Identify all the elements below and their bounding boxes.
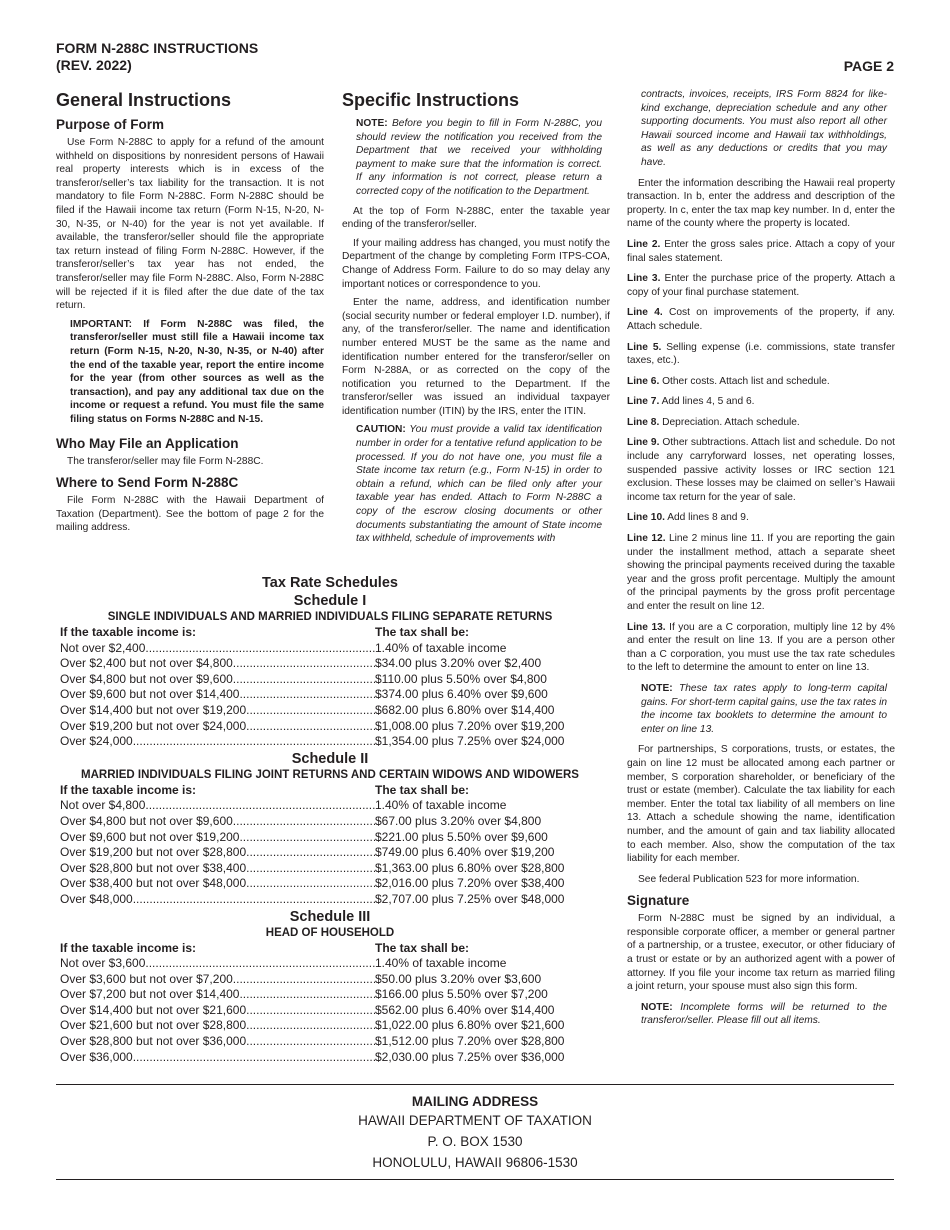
leader-dots [246,703,375,719]
line-label: Line 5. [627,341,662,353]
leader-dots [145,956,375,972]
schedule-row [56,734,604,750]
income-bracket: Over $48,000 [60,891,133,906]
line-instruction [627,511,895,525]
property-info-text: Enter the information describing the Hawaii real property transaction. In b, enter the address and description of the property. In c, enter the tax map key number. In d, enter the name of the county where the property is located. [627,177,895,230]
specific-instructions-title: Specific Instructions [342,90,520,110]
income-bracket: Over $4,800 but not over $9,600 [60,671,233,686]
line-text: Add lines 8 and 9. [667,512,749,524]
income-bracket-cell [60,987,375,1003]
column-header-tax: The tax shall be: [375,782,470,797]
income-bracket: Not over $4,800 [60,798,146,813]
schedule-header-row [56,783,604,799]
line-instruction [627,416,895,430]
income-bracket-cell [60,656,375,672]
tax-amount: $1,354.00 plus 7.25% over $24,000 [375,734,565,749]
purpose-heading: Purpose of Form [56,117,165,132]
line-instruction [627,306,895,333]
tax-amount: $562.00 plus 6.40% over $14,400 [375,1002,555,1017]
specific-note [356,117,602,199]
schedule-row [56,1003,604,1019]
tax-amount: $749.00 plus 6.40% over $19,200 [375,845,555,860]
line-label: Line 7. [627,396,660,408]
tax-amount: $67.00 plus 3.20% over $4,800 [375,813,542,828]
schedule-row [56,956,604,972]
income-bracket: Over $21,600 but not over $28,800 [60,1018,247,1033]
tax-amount: 1.40% of taxable income [375,798,507,813]
identification-text: Enter the name, address, and identification number (social security number or federal employer I.D. number), if any, of the transferor/seller. The name and identification number entered MUST be the same as the name and identification number entered for the transferor/seller on Form N-288A, or as corrected on the copy of the notification you returned to the Department. If the transferor/seller was issued an individual taxpayer identification number (ITIN) by the IRS, enter the ITIN. [342,297,610,417]
line-instruction [627,436,895,504]
schedule-row [56,1050,604,1066]
incomplete-forms-text: Incomplete forms will be returned to the transferor/seller. Please fill out all items. [641,1001,887,1027]
caution-note [356,423,602,545]
schedule-row [56,987,604,1003]
specific-instructions-column [342,90,610,552]
note-text: Before you begin to fill in Form N-288C, you should review the notification you received from the Department that we received your withholding payment to make sure that the information is correct. If any information is not correct, please return a corrected copy of the notification to the Department. [356,118,602,197]
note-label: NOTE: [641,682,673,694]
line-instruction [627,272,895,299]
column-header-tax: The tax shall be: [375,940,470,955]
income-bracket: Over $28,800 but not over $36,000 [60,1034,247,1049]
income-bracket: Over $38,400 but not over $48,000 [60,876,247,891]
tax-amount: $1,363.00 plus 6.80% over $28,800 [375,860,565,875]
income-bracket: Over $9,600 but not over $19,200 [60,829,240,844]
general-instructions-title: General Instructions [56,90,232,110]
income-bracket-cell [60,798,375,814]
mailing-address-block [56,1084,894,1180]
line-instruction [627,238,895,265]
income-bracket: Not over $2,400 [60,640,146,655]
income-bracket-cell [60,1003,375,1019]
tax-amount: $1,008.00 plus 7.20% over $19,200 [375,718,565,733]
tax-amount: $166.00 plus 5.50% over $7,200 [375,987,548,1002]
important-notice [56,318,324,427]
income-bracket: Over $14,400 but not over $21,600 [60,1002,247,1017]
schedule-row [56,876,604,892]
tax-amount: $1,022.00 plus 6.80% over $21,600 [375,1018,565,1033]
mailing-heading: MAILING ADDRESS [411,1094,539,1109]
line-text: Add lines 4, 5 and 6. [661,396,755,408]
caution-continued-text: contracts, invoices, receipts, IRS Form 8824 for like-kind exchange, depreciation schedule and any other supporting documents. You must also report all other Hawaii sourced income and Hawaii tax withholdings, as well as any deductions or credits that you may have. [641,89,887,168]
income-bracket-cell [60,1034,375,1050]
partnerships-text: For partnerships, S corporations, trusts, or estates, the gain on line 12 must be allocated among each partner or member, S corporation shareholder, or beneficiary of the trust or estate (member). Calculate the tax liability for each member. Enter the total tax liability of all members on line 13. Attach a schedule showing the name, identification number, and the amount of gain and tax liability allocated to each member. Also, show the computation of the tax liability for each member. [627,744,895,865]
line-instruction [627,532,895,614]
column-header-tax: The tax shall be: [375,625,470,639]
income-bracket-cell [60,672,375,688]
line-label: Line 12. [627,533,666,545]
column-header-income: If the taxable income is: [60,782,197,797]
line-label: Line 10. [627,512,665,524]
leader-dots [133,734,375,750]
income-bracket: Over $4,800 but not over $9,600 [60,813,233,828]
schedule-row [56,1018,604,1034]
column-header-income: If the taxable income is: [60,940,197,955]
income-bracket: Over $36,000 [60,1049,133,1064]
income-bracket: Over $19,200 but not over $28,800 [60,845,247,860]
income-bracket-cell [60,1050,375,1066]
tax-amount: 1.40% of taxable income [375,956,507,971]
note-label: NOTE: [356,118,388,129]
income-bracket-cell [60,845,375,861]
income-bracket: Over $2,400 but not over $4,800 [60,656,233,671]
note-label: NOTE: [641,1001,673,1013]
income-bracket: Not over $3,600 [60,956,146,971]
page-number: PAGE 2 [843,58,894,74]
schedule-row [56,892,604,908]
schedule-row [56,672,604,688]
leader-dots [246,1034,375,1050]
income-bracket-cell [60,956,375,972]
leader-dots [145,798,375,814]
line-text: Depreciation. Attach schedule. [662,416,800,428]
income-bracket-cell [60,1018,375,1034]
leader-dots [246,845,375,861]
schedule-name: Schedule III [289,908,371,925]
income-bracket: Over $19,200 but not over $24,000 [60,718,247,733]
schedule-row [56,845,604,861]
line-text: Cost on improvements of the property, if any. Attach schedule. [627,307,895,332]
tax-amount: $374.00 plus 6.40% over $9,600 [375,687,548,702]
income-bracket: Over $28,800 but not over $38,400 [60,860,247,875]
incomplete-forms-note [641,1001,887,1028]
leader-dots [233,814,375,830]
mailing-line-1: HAWAII DEPARTMENT OF TAXATION [358,1113,592,1128]
income-bracket-cell [60,814,375,830]
income-bracket: Over $7,200 but not over $14,400 [60,987,240,1002]
income-bracket-cell [60,703,375,719]
line-instruction [627,341,895,368]
leader-dots [145,641,375,657]
form-title: FORM N-288C INSTRUCTIONS [56,40,259,56]
schedule-row [56,861,604,877]
income-bracket: Over $24,000 [60,734,133,749]
income-bracket: Over $9,600 but not over $14,400 [60,687,240,702]
important-text: IMPORTANT: If Form N-288C was filed, the transferor/seller must still file a Hawaii income tax return (Form N-15, N-20, N-30, N-35, or N-40) after the end of the taxable year, report the entire income for the year (from other sources as well as the transaction), and pay any additional tax due on the income or request a refund. You must file the same filing status on Forms N-288C and N-15. [70,318,324,425]
mailing-line-2: P. O. BOX 1530 [427,1134,523,1149]
tax-amount: 1.40% of taxable income [375,640,507,655]
tax-amount: $50.00 plus 3.20% over $3,600 [375,971,542,986]
tax-amount: $2,707.00 plus 7.25% over $48,000 [375,891,565,906]
line-label: Line 6. [627,375,660,387]
schedule-row [56,814,604,830]
tax-rate-schedules [56,574,604,1065]
schedule-row [56,703,604,719]
schedule-row [56,798,604,814]
line-instructions-column [627,88,895,1035]
line-label: Line 8. [627,416,660,428]
line-label: Line 3. [627,273,661,285]
schedule-row [56,830,604,846]
line-label: Line 13. [627,621,666,633]
line-text: Selling expense (i.e. commissions, state transfer taxes, etc.). [627,341,896,367]
leader-dots [246,1018,375,1034]
line-text: Other subtractions. Attach list and schedule. Do not include any carryforward losses, net operating losses, suspended passive activity losses or IRC section 121 exclusion. These losses may be claimed on seller’s Hawaii income tax return for the year of sale. [627,437,895,503]
signature-text: Form N-288C must be signed by an individual, a responsible corporate officer, a member or general partner of a partnership, or a trustee, executor, or other fiduciary of a trust or estate or by an authorized agent with a power of attorney. If you file your income tax return as married filing a joint return, your spouse must also sign this form. [627,913,895,993]
schedule-name: Schedule II [291,750,369,767]
tax-amount: $1,512.00 plus 7.20% over $28,800 [375,1034,565,1049]
income-bracket-cell [60,861,375,877]
tax-amount: $110.00 plus 5.50% over $4,800 [375,671,547,686]
line-instruction [627,621,895,675]
form-header [56,40,258,74]
tax-amount: $2,016.00 plus 7.20% over $38,400 [375,876,565,891]
mailing-line-3: HONOLULU, HAWAII 96806-1530 [372,1155,578,1170]
schedule-row [56,641,604,657]
line-label: Line 4. [627,307,663,319]
schedule-name: Schedule I [293,593,367,609]
tax-amount: $221.00 plus 5.50% over $9,600 [375,829,548,844]
schedule-row [56,719,604,735]
income-bracket: Over $14,400 but not over $19,200 [60,702,247,717]
line-instructions-list [627,238,895,675]
leader-dots [246,861,375,877]
line-instruction [627,375,895,389]
signature-heading: Signature [627,893,690,909]
income-bracket-cell [60,687,375,703]
line-text: Other costs. Attach list and schedule. [662,375,830,387]
line-instruction [627,395,895,409]
where-to-send-text: File Form N-288C with the Hawaii Department of Taxation (Department). See the bottom of page 2 for the mailing address. [56,495,324,534]
schedule-subtitle: HEAD OF HOUSEHOLD [265,926,395,939]
leader-dots [246,1003,375,1019]
leader-dots [239,987,375,1003]
schedule-row [56,656,604,672]
schedule-subtitle: MARRIED INDIVIDUALS FILING JOINT RETURNS AND CERTAIN WIDOWS AND WIDOWERS [81,768,579,781]
income-bracket-cell [60,641,375,657]
leader-dots [133,1050,375,1066]
address-change-text: If your mailing address has changed, you must notify the Department of the change by completing Form ITPS-COA, Change of Address Form. Failure to do so may delay any important notices or correspondence to you. [342,237,610,290]
line-text: Enter the purchase price of the property. Attach a copy of your final purchase statement. [627,273,895,298]
schedule-row [56,972,604,988]
form-revision: (REV. 2022) [56,57,132,73]
line-text: If you are a C corporation, multiply line 12 by 4% and enter the result on line 13. If you are a person other than a C corporation, you must use the tax rate schedules to the left to determine the amount to enter on line 13. [627,621,895,674]
tax-amount: $34.00 plus 3.20% over $2,400 [375,656,542,671]
caution-continued [641,88,887,170]
who-may-file-heading: Who May File an Application [56,436,239,452]
line-text: Enter the gross sales price. Attach a copy of your final sales statement. [627,238,895,264]
leader-dots [233,672,375,688]
leader-dots [133,892,375,908]
income-bracket-cell [60,972,375,988]
tax-amount: $2,030.00 plus 7.25% over $36,000 [375,1049,565,1064]
tax-rate-note-text: These tax rates apply to long-term capital gains. For short-term capital gains, use the tax rates in the income tax booklets to determine the amount to enter on line 13. [641,682,887,735]
caution-text: You must provide a valid tax identification number in order for a tentative refund application to be processed. If you do not have one, you must file a State income tax return (e.g., Form N-15) in order to obtain a refund, which can be filed only after your taxable year has ended. Attach to Form N-288C a copy of the escrow closing documents or other documents substantiating the amount of State income tax withheld, schedule of improvements with [356,424,602,545]
purpose-text: Use Form N-288C to apply for a refund of the amount withheld on dispositions by nonresident persons of Hawaii real property interests which is in excess of the transferor/seller’s tax liability for the transaction. It is not mandatory to file Form N-288C. Form N-288C should be filed if the Hawaii income tax return (Form N-15, N-20, N-30, N-35, or N-40) for the year is not yet available. If available, the transferor/seller should file the appropriate tax return instead of filing Form N-288C. However, if the transferor/seller’s tax year has not ended, the transferor/seller may file Form N-288C. Also, Form N-288C will be rejected if it is filed after the due date of the tax return. [56,137,324,312]
schedules-title: Tax Rate Schedules [262,575,398,591]
income-bracket: Over $3,600 but not over $7,200 [60,971,233,986]
leader-dots [246,876,375,892]
schedule-row [56,1034,604,1050]
publication-text: See federal Publication 523 for more information. [638,873,860,885]
income-bracket-cell [60,892,375,908]
schedule-header-row [56,625,604,641]
schedule-row [56,687,604,703]
income-bracket-cell [60,719,375,735]
caution-label: CAUTION: [356,424,406,436]
schedule-subtitle: SINGLE INDIVIDUALS AND MARRIED INDIVIDUALS FILING SEPARATE RETURNS [107,611,553,623]
leader-dots [233,656,375,672]
income-bracket-cell [60,876,375,892]
income-bracket-cell [60,830,375,846]
leader-dots [239,830,375,846]
line-label: Line 9. [627,437,660,449]
general-instructions-column [56,90,324,540]
where-to-send-heading: Where to Send Form N-288C [56,475,239,491]
leader-dots [239,687,375,703]
leader-dots [246,719,375,735]
column-header-income: If the taxable income is: [60,625,197,639]
line-label: Line 2. [627,238,661,250]
taxable-year-text: At the top of Form N-288C, enter the taxable year ending of the transferor/seller. [342,205,610,231]
schedule-header-row [56,941,604,957]
income-bracket-cell [60,734,375,750]
leader-dots [233,972,375,988]
tax-rate-note [641,682,887,736]
tax-amount: $682.00 plus 6.80% over $14,400 [375,702,555,717]
who-may-file-text: The transferor/seller may file Form N-288C. [67,456,264,468]
line-text: Line 2 minus line 11. If you are reporting the gain under the installment method, attach a separate sheet showing the principal payments received during the taxable year and the gross profit percentage. Multiply the amount of the principal payments by the gross profit percentage and enter the result on line 12. [627,533,895,612]
